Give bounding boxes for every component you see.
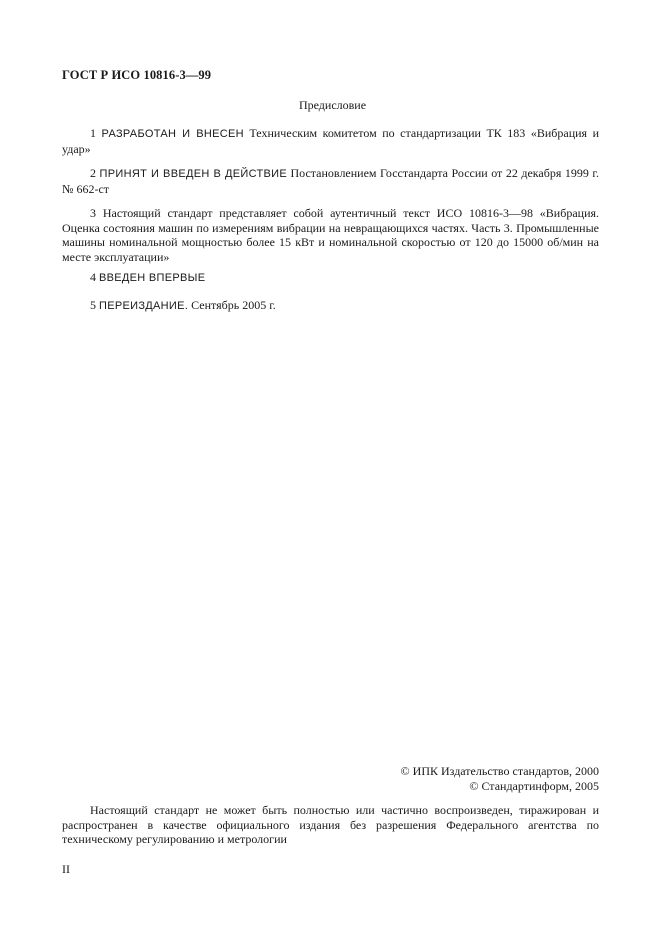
foreword-item-1 bbox=[62, 126, 599, 156]
foreword-item-2 bbox=[62, 166, 599, 196]
reproduction-notice: Настоящий стандарт не может быть полностью или частично воспроизведен, тиражирован и распространен в качестве официального издания без разрешения Федерального агентства по техническому регулированию и метрологии bbox=[62, 803, 599, 846]
foreword-title-text: Предисловие bbox=[298, 98, 367, 112]
copyright-line-1: © ИПК Издательство стандартов, 2000 bbox=[400, 764, 599, 778]
item-caps-heading: ВВЕДЕН ВПЕРВЫЕ bbox=[99, 272, 206, 284]
item-text: Сентябрь 2005 г. bbox=[191, 298, 276, 312]
item-number: 2 bbox=[90, 166, 96, 180]
item-text: Настоящий стандарт представляет собой аутентичный текст ИСО 10816-3—98 «Вибрация. Оценка состояния машин по измерениям вибрации на невращающихся частях. Часть 3. Промышленные машины номинальной мощностью более 15 кВт и номинальной скоростью от 120 до 15000 об/мин на месте эксплуатации» bbox=[62, 206, 600, 264]
item-caps-heading: ПРИНЯТ И ВВЕДЕН В ДЕЙСТВИЕ bbox=[99, 168, 287, 180]
copyright-block bbox=[401, 764, 599, 793]
foreword-item-5 bbox=[62, 298, 599, 314]
item-number: 5 bbox=[90, 298, 96, 312]
item-number: 4 bbox=[90, 270, 96, 284]
item-caps-heading: ПЕРЕИЗДАНИЕ. bbox=[99, 300, 189, 312]
item-text: Техническим комитетом по стандартизации ТК 183 «Вибрация и удар» bbox=[62, 126, 600, 156]
page-number: II bbox=[62, 862, 70, 876]
foreword-item-4 bbox=[62, 270, 599, 286]
item-text: Постановлением Госстандарта России от 22 декабря 1999 г. № 662-ст bbox=[62, 166, 600, 196]
item-number: 3 bbox=[90, 206, 96, 220]
item-number: 1 bbox=[90, 126, 96, 140]
item-caps-heading: РАЗРАБОТАН И ВНЕСЕН bbox=[101, 128, 244, 140]
foreword-item-3 bbox=[62, 206, 599, 264]
foreword-title bbox=[0, 98, 661, 113]
copyright-line-2: © Стандартинформ, 2005 bbox=[469, 778, 599, 793]
document-code-header: ГОСТ Р ИСО 10816-3—99 bbox=[62, 68, 212, 82]
